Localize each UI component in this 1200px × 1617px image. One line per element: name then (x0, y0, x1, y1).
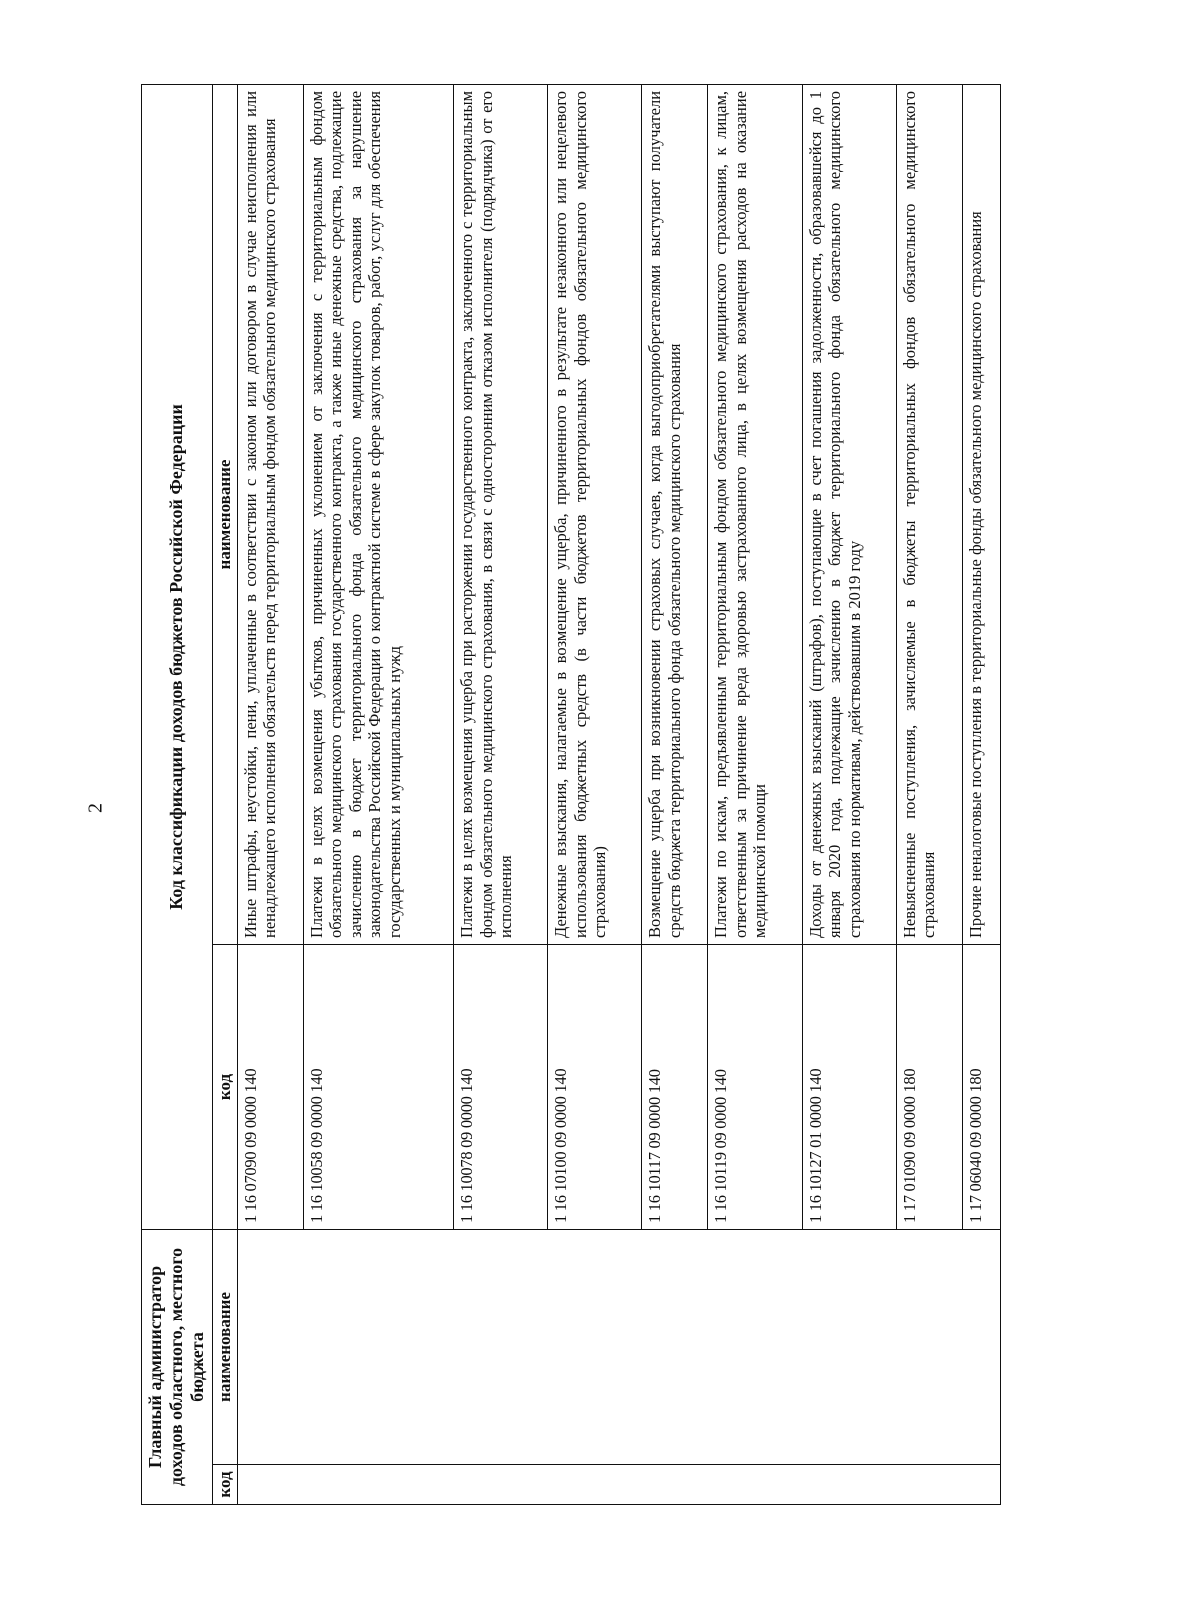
admin-name-cell (962, 1229, 1000, 1464)
revenue-code-cell: 1 17 01090 09 0000 180 (896, 944, 962, 1229)
revenue-code-cell: 1 16 07090 09 0000 140 (237, 944, 303, 1229)
table-body (237, 84, 1000, 1504)
admin-name-cell (802, 1229, 896, 1464)
revenue-code-cell: 1 16 10127 01 0000 140 (802, 944, 896, 1229)
revenue-code-cell: 1 16 10078 09 0000 140 (454, 944, 548, 1229)
revenue-code-cell: 1 16 10058 09 0000 140 (303, 944, 453, 1229)
admin-name-cell (454, 1229, 548, 1464)
revenue-code-cell: 1 16 10100 09 0000 140 (548, 944, 642, 1229)
revenue-code-cell: 1 16 10119 09 0000 140 (708, 944, 802, 1229)
table-row (896, 84, 962, 1504)
table-row (962, 84, 1000, 1504)
table-row (708, 84, 802, 1504)
revenue-name-cell: Доходы от денежных взысканий (штрафов), поступающие в счет погашения задолженности, образовавшейся до 1 января 2020 года, подлежащие зачислению в бюджет территориального фонда обязательного медицинского страхования по нормативам, действовавшим в 2019 году (802, 84, 896, 944)
admin-name-cell (708, 1229, 802, 1464)
admin-code-cell (548, 1465, 642, 1505)
revenue-code-cell: 1 17 06040 09 0000 180 (962, 944, 1000, 1229)
admin-code-cell (303, 1465, 453, 1505)
page-number: 2 (84, 803, 107, 813)
admin-name-cell (548, 1229, 642, 1464)
admin-name-cell (303, 1229, 453, 1464)
revenue-name-cell: Иные штрафы, неустойки, пени, уплаченные в соответствии с законом или договором в случае неисполнения или ненадлежащего исполнения обязательств перед территориальным фондом обязательного медицинского страхования (237, 84, 303, 944)
revenue-classification-table (141, 84, 1001, 1505)
revenue-name-cell: Платежи по искам, предъявленным территориальным фондом обязательного медицинского страхования, к лицам, ответственным за причинение вреда здоровью застрахованного лица, в целях возмещения расходов на оказание медицинской помощи (708, 84, 802, 944)
revenue-name-cell: Денежные взыскания, налагаемые в возмещение ущерба, причиненного в результате незаконного или нецелевого использования бюджетных средств (в части бюджетов территориальных фондов обязательного медицинского страхования) (548, 84, 642, 944)
table-row (237, 84, 303, 1504)
table-row (802, 84, 896, 1504)
admin-code-cell (454, 1465, 548, 1505)
classification-code-header: код (212, 944, 237, 1229)
table-row (454, 84, 548, 1504)
table-row (303, 84, 453, 1504)
revenue-name-cell: Возмещение ущерба при возникновении страховых случаев, когда выгодоприобретателями выступают получатели средств бюджета территориального фонда обязательного медицинского страхования (642, 84, 708, 944)
classification-group-header: Код классификации доходов бюджетов Российской Федерации (142, 84, 213, 1229)
table-row (642, 84, 708, 1504)
admin-name-header: наименование (212, 1229, 237, 1464)
admin-code-cell (708, 1465, 802, 1505)
admin-name-cell (237, 1229, 303, 1464)
admin-code-cell (802, 1465, 896, 1505)
admin-code-cell (237, 1465, 303, 1505)
revenue-name-cell: Прочие неналоговые поступления в территориальные фонды обязательного медицинского страхования (962, 84, 1000, 944)
admin-code-cell (642, 1465, 708, 1505)
revenue-name-cell: Платежи в целях возмещения убытков, причиненных уклонением от заключения с территориальным фондом обязательного медицинского страхования государственного контракта, а также иные денежные средства, подлежащие зачислению в бюджет территориального фонда обязательного медицинского страхования за нарушение законодательства Российской Федерации о контрактной системе в сфере закупок товаров, работ, услуг для обеспечения государственных и муниципальных нужд (303, 84, 453, 944)
admin-group-header: Главный администратор доходов областного, местного бюджета (142, 1229, 213, 1504)
admin-code-cell (896, 1465, 962, 1505)
revenue-name-cell: Невыясненные поступления, зачисляемые в бюджеты территориальных фондов обязательного медицинского страхования (896, 84, 962, 944)
admin-name-cell (896, 1229, 962, 1464)
table-row (548, 84, 642, 1504)
admin-code-cell (962, 1465, 1000, 1505)
classification-name-header: наименование (212, 84, 237, 944)
revenue-code-cell: 1 16 10117 09 0000 140 (642, 944, 708, 1229)
admin-name-cell (642, 1229, 708, 1464)
admin-code-header: код (212, 1465, 237, 1505)
revenue-name-cell: Платежи в целях возмещения ущерба при расторжении государственного контракта, заключенного с территориальным фондом обязательного медицинского страхования, в связи с односторонним отказом исполнителя (подрядчика) от его исполнения (454, 84, 548, 944)
table-header (142, 84, 238, 1504)
